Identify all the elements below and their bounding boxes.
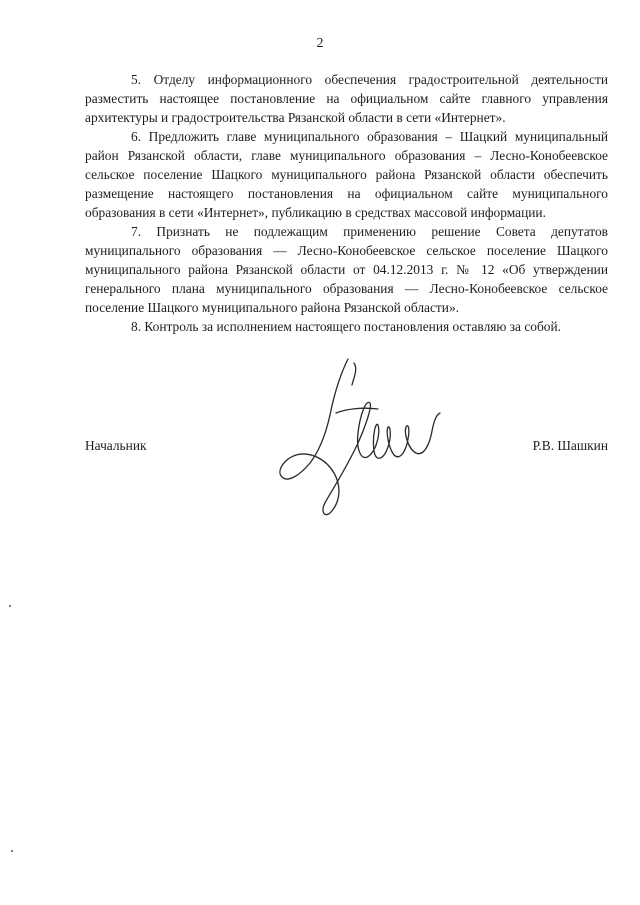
scan-speck (11, 850, 13, 852)
paragraph-7: 7. Признать не подлежащим применению решение Совета депутатов муниципального образования — Лесно-Конобеевское сельское поселение Шацкого муниципального района Рязанской области от 04.12.2013 г. № 12 «Об утверждении генерального плана муниципального образования — Лесно-Конобеевское сельское поселение Шацкого муниципального района Рязанской области». (85, 224, 608, 315)
document-body (85, 70, 608, 336)
signatory-title: Начальник (85, 438, 147, 453)
signatory-name: Р.В. Шашкин (532, 438, 608, 453)
signature-block (85, 438, 608, 462)
page-number: 2 (316, 36, 324, 51)
paragraph-5: 5. Отделу информационного обеспечения градостроительной деятельности разместить настоящее постановление на официальном сайте главного управления архитектуры и градостроительства Рязанской области в сети «Интернет». (85, 72, 608, 125)
paragraph-8: 8. Контроль за исполнением настоящего постановления оставляю за собой. (131, 319, 562, 334)
paragraph-6: 6. Предложить главе муниципального образования – Шацкий муниципальный район Рязанской области, главе муниципального образования – Лесно-Конобеевское сельское поселение Шацкого муниципального района Рязанской области обеспечить размещение настоящего постановления на официальном сайте муниципального образования в сети «Интернет», публикацию в средствах массовой информации. (85, 129, 608, 220)
scan-speck (9, 605, 11, 607)
